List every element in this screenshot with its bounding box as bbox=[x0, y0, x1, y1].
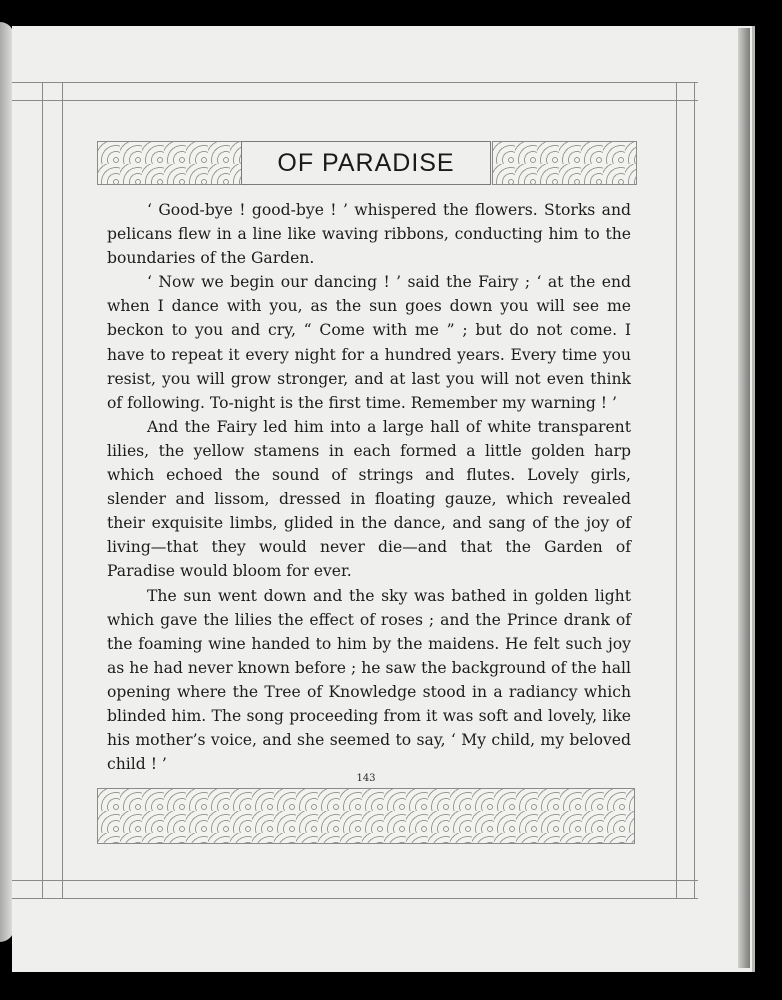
page-body-text bbox=[107, 198, 631, 776]
header-floral-ornament-right bbox=[492, 141, 637, 185]
footer-floral-ornament bbox=[97, 788, 635, 844]
frame-rule-bottom-outer bbox=[12, 898, 698, 899]
book-spine bbox=[738, 28, 750, 968]
frame-rule-left-outer bbox=[42, 82, 43, 898]
frame-rule-top-outer bbox=[12, 82, 698, 83]
page-number: 143 bbox=[356, 773, 376, 784]
paragraph-1: ‘ Good-bye ! good-bye ! ’ whispered the flowers. Storks and pelicans flew in a line like waving ribbons, conducting him to the boundaries of the Garden. bbox=[107, 201, 631, 268]
header-floral-ornament-left bbox=[97, 141, 242, 185]
frame-rule-right-outer bbox=[694, 82, 695, 898]
frame-rule-bottom-inner bbox=[12, 880, 698, 881]
frame-rule-top-inner bbox=[12, 100, 698, 101]
paragraph-2: ‘ Now we begin our dancing ! ’ said the Fairy ; ‘ at the end when I dance with you, as the sun goes down you will see me beckon to you and cry, “ Come with me ” ; but do not come. I have to repeat it every night for a hundred years. Every time you resist, you will grow stronger, and at last you will not even think of following. To-night is the first time. Remember my warning ! ’ bbox=[107, 273, 631, 412]
chapter-title-box bbox=[241, 141, 491, 185]
frame-rule-right-inner bbox=[676, 82, 677, 898]
paragraph-3: And the Fairy led him into a large hall of white transparent lilies, the yellow stamens in each formed a little golden harp which echoed the sound of strings and flutes. Lovely girls, slender and lissom, dressed in floating gauze, which revealed their exquisite limbs, glided in the dance, and sang of the joy of living—that they would never die—and that the Garden of Paradise would bloom for ever. bbox=[107, 417, 631, 581]
chapter-title: OF PARADISE bbox=[277, 148, 455, 177]
frame-rule-left-inner bbox=[62, 82, 63, 898]
paragraph-4: The sun went down and the sky was bathed in golden light which gave the lilies the effect of roses ; and the Prince drank of the foaming wine handed to him by the maidens. He felt such joy as he had never known before ; he saw the background of the hall opening where the Tree of Knowledge stood in a radiancy which blinded him. The song proceeding from it was soft and lovely, like his mother’s voice, and she seemed to say, ‘ My child, my beloved child ! ’ bbox=[107, 586, 631, 774]
